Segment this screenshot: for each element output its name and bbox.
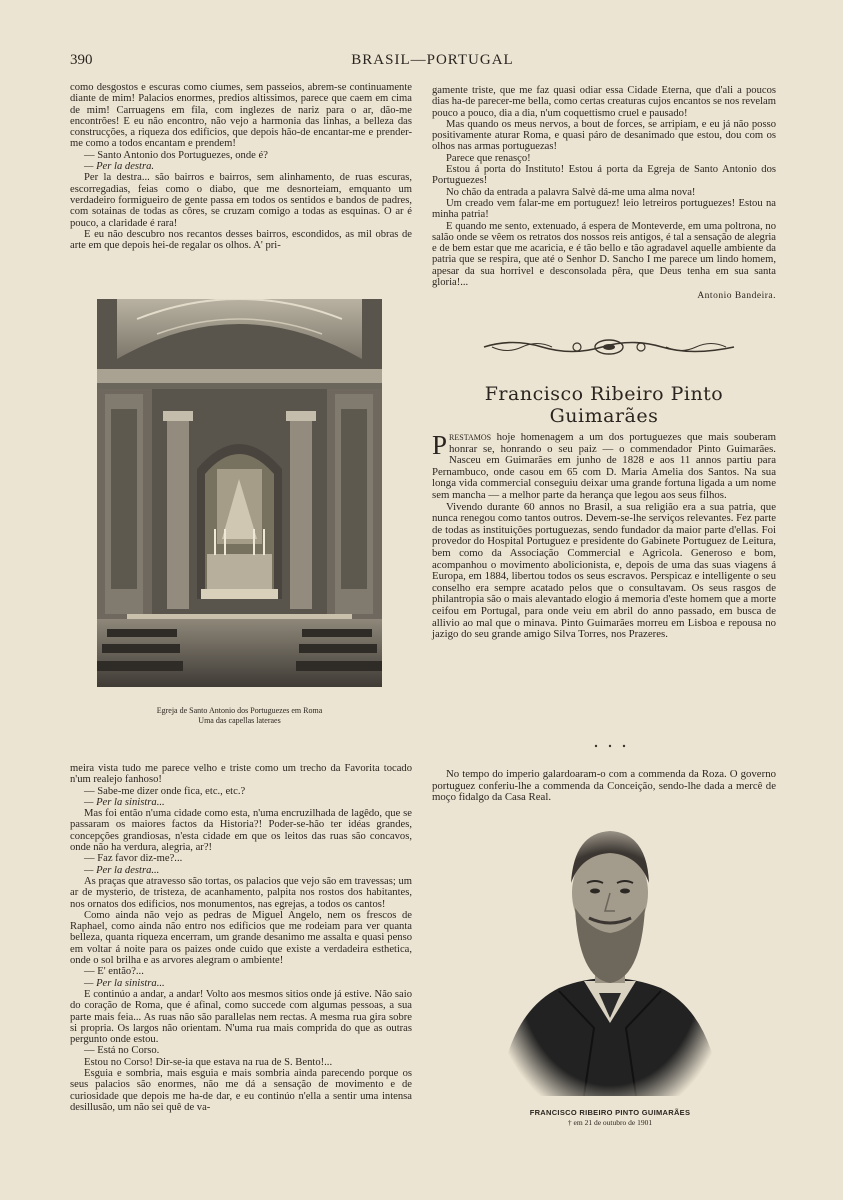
honours-note xyxy=(432,769,776,804)
portrait-illustration xyxy=(499,813,721,1096)
paragraph: Vivendo durante 60 annos no Brasil, a sua religião era a sua patria, que nunca renegou como tantos outros. Devem-se-lhe serviços relevantes. Fez parte de todas as instituições portuguezas, sendo fundador da maior parte d'ellas. Foi provedor do Hospital Portuguez e presidente do Gabinete Portuguez de Leitura, bem como da Associação Commercial e Agricola. Generoso e bom, acompanhou o movimento abolicionista, e, depois de uma das suas viagens á Europa, em 1884, libertou todos os seus escravos. Perspicaz e intelligente o seu conselho era sempre acatado pelos que o consultavam. Os seus rasgos de philantropia são o mais alevantado elogio á memoria d'este homem que a morte ceifou em Portugal, para onde veiu em abril do anno passado, em busca de allivio ao mal que o minava. Pinto Guimarães morreu em Lisboa e repousa no jazigo do seu grande amigo Silva Torres, nos Prazeres. xyxy=(432,500,776,641)
biography-title: Francisco Ribeiro Pinto Guimarães xyxy=(484,383,724,427)
right-column-top-text xyxy=(432,85,776,303)
running-title: BRASIL—PORTUGAL xyxy=(351,52,514,68)
paragraph: — Per la destra. xyxy=(84,161,155,173)
paragraph: Como ainda não vejo as pedras de Miguel Angelo, nem os frescos de Raphael, como ainda não entro nos edificios que me rodeiam para ver quanta belleza, quanta riqueza encerram, um grande desanimo me assalta e quasi penso em voltar á noite para os paizes onde cuido que existe a verdadeira esthetica, onde o sol brilha e as arvores alegram o ambiente! xyxy=(70,909,412,967)
caption-line: Uma das capellas lateraes xyxy=(198,716,281,725)
paragraph: Mas foi então n'uma cidade como esta, n'uma encruzilhada de lagêdo, que se passaram os maiores factos da Historia?! Poder-se-hão ter idéas grandes, concepções grandiosas, n'esta cidade em que os leitos das ruas são concavos, onde não ha verdura, alegria, ar?! xyxy=(70,808,412,854)
page-header xyxy=(70,52,795,72)
paragraph: E continúo a andar, a andar! Volto aos mesmos sitios onde já estive. Não saio do coração de Roma, que é afinal, como succede com algumas pessoas, a sua parte mais feia... As ruas não são parallelas nem rectas. A mesma rua gira sobre si propria. Os largos não orientam. N'uma rua mais comprida do que as outras pergunto onde estou. xyxy=(70,988,412,1046)
portrait-date: † em 21 de outubro de 1901 xyxy=(567,1118,653,1127)
church-photo-caption xyxy=(97,706,382,726)
caption-line: Egreja de Santo Antonio dos Portuguezes em Roma xyxy=(156,706,323,715)
paragraph: No chão da entrada a palavra Salvè dá-me uma alma nova! xyxy=(446,186,696,198)
paragraph-text: hoje homenagem a um dos portuguezes que mais souberam honrar se, honrando o seu paiz — o commendador Pinto Guimarães. Nasceu em Guimarães em junho de 1828 e aos 11 annos partiu para Pernambuco, onde casou em 65 com D. Maria Amelia dos Santos. Na sua longa vida commercial conseguiu deixar uma grande fortuna ligada a um nome sem mancha — a melhor parte da herança que legou aos seus filhos. xyxy=(432,431,776,501)
portrait-caption xyxy=(499,1108,721,1128)
drop-cap: P xyxy=(432,430,448,460)
paragraph: — Per la sinistra... xyxy=(84,977,165,989)
paragraph: Per la destra... são bairros e bairros, sem alinhamento, de ruas escuras, escorregadias, feias como o diabo, que me desnorteiam, emquanto um verdadeiro formigueiro de gente passa em todos os sentidos e bandos de padres, com sotainas de todas as côres, se cruzam comigo a todas as esquinas. O ar é pouco, a claridade é rara! xyxy=(70,172,412,229)
paragraph: As praças que atravesso são tortas, os palacios que vejo são em travessas; um ar de mysterio, de tristeza, de acanhamento, palpita nos rostos dos habitantes, nos ornatos dos edificios, nos monumentos, nas egrejas, a todos os cantos! xyxy=(70,875,412,910)
left-column-bottom-text xyxy=(70,763,412,1113)
paragraph: No tempo do imperio galardoaram-o com a commenda da Roza. O governo portuguez conferiu-lhe a commenda da Conceição, sendo-lhe dada a mercê de moço fidalgo da Casa Real. xyxy=(432,768,776,804)
paragraph: E quando me sento, extenuado, á espera de Monteverde, em uma poltrona, no salão onde se vêem os retratos dos nossos reis antigos, é tal a sensação de alegria e de bem estar que me acaricia, e é tão bello e tão agradavel aquelle ambiente da patria que se respira, que até o Senhor D. Sancho I me parece um lindo homem, apesar da sua horrivel e desconsolada pêra, que Deus tenha em sua santa gloria!... xyxy=(432,220,776,289)
page-number: 390 xyxy=(70,52,93,68)
paragraph: E eu não descubro nos recantos desses bairros, escondidos, as mil obras de arte em que depois hei-de regalar os olhos. A' pri- xyxy=(70,228,412,252)
paragraph: — Santo Antonio dos Portuguezes, onde é? xyxy=(84,149,268,161)
paragraph: Parece que renasço! xyxy=(446,152,531,164)
portrait-photo xyxy=(499,813,721,1096)
paragraph: — Per la sinistra... xyxy=(84,796,165,808)
asterism-divider xyxy=(590,740,630,752)
paragraph: — Faz favor diz-me?... xyxy=(84,853,183,865)
paragraph: — Sabe-me dizer onde fica, etc., etc.? xyxy=(84,785,246,797)
paragraph: meira vista tudo me parece velho e triste como um trecho da Favorita tocado n'um realejo fanhoso! xyxy=(70,763,412,786)
paragraph: Mas quando os meus nervos, a bout de forces, se arripiam, e eu já não posso positivamente aturar Roma, e quasi páro de desanimado que estou, dou com os olhos nas armas portuguezas! xyxy=(432,118,776,153)
author-signature: Antonio Bandeira. xyxy=(697,291,776,302)
church-chapel-illustration xyxy=(97,299,382,687)
paragraph xyxy=(432,432,776,502)
paragraph: — Per la destra... xyxy=(84,864,160,876)
church-chapel-photo xyxy=(97,299,382,687)
paragraph: gamente triste, que me faz quasi odiar essa Cidade Eterna, que d'ali a poucos dias ha-de parecer-me bella, como certas creaturas cujos encantos se nos revelam pouco a pouco, dia a dia, n'um coquettismo cruel e pausado! xyxy=(432,85,776,119)
paragraph: — Está no Corso. xyxy=(84,1045,160,1057)
portrait-name: FRANCISCO RIBEIRO PINTO GUIMARÃES xyxy=(529,1108,691,1117)
paragraph: Estou á porta do Instituto! Estou á porta da Egreja de Santo Antonio dos Portuguezes! xyxy=(432,164,776,187)
paragraph: Estou no Corso! Dir-se-ia que estava na rua de S. Bento!... xyxy=(84,1056,333,1068)
paragraph: Esguia e sombria, mais esguia e mais sombria ainda parecendo porque os seus palacios são enormes, não me dá a sensação de movimento e de curiosidade que depois me ha-de dar, e eu continúo n'ella a sentir uma intensa desillusão, um não sei quê de va- xyxy=(70,1068,412,1113)
left-column-top-text xyxy=(70,82,412,251)
paragraph: Um creado vem falar-me em portuguez! leio letreiros portuguezes! Estou na minha patria! xyxy=(432,197,776,221)
lead-word: restamos xyxy=(449,431,492,443)
biography-text xyxy=(432,432,776,641)
ornamental-divider xyxy=(482,336,736,358)
paragraph: — E' então?... xyxy=(84,966,144,978)
paragraph: como desgostos e escuras como ciumes, sem passeios, abrem-se continuamente diante de mim! Palacios enormes, predios altissimos, parece que caem em cima de mim! Carruagens em fila, com inglezes de nariz para o ar, dão-me encontrões! E eu não encontro, não vejo a harmonia das linhas, a belleza das construcções, a riqueza dos edificios, que depois hão-de encantar-me e prender-me como a todos encantam e prendem! xyxy=(70,82,412,150)
